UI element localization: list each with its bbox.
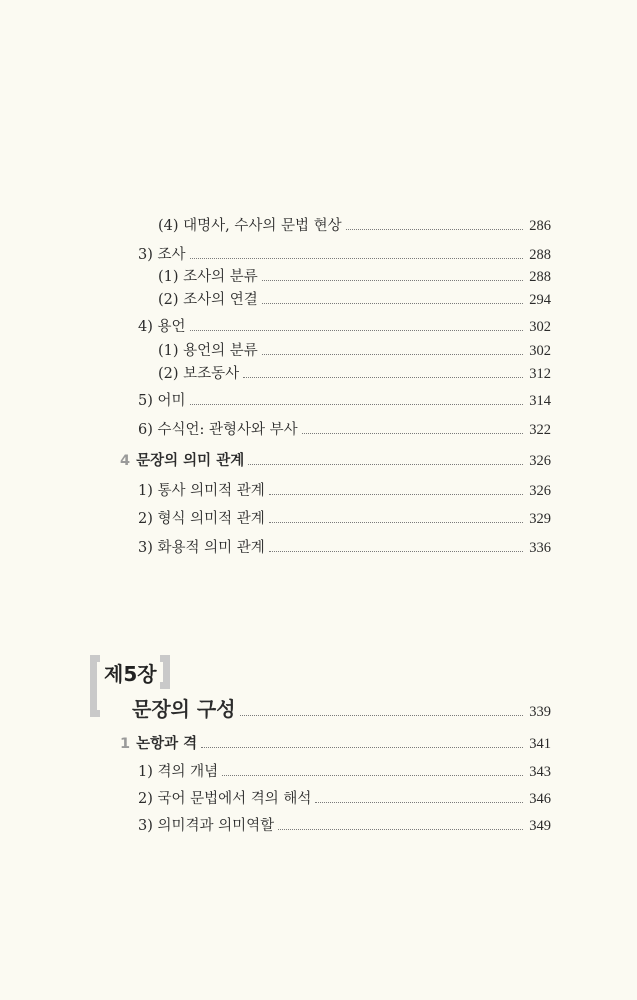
toc-entry-page: 326 (529, 453, 551, 469)
toc-entry-label: (1) 조사의 분류 (158, 269, 258, 285)
toc-entry-page: 294 (529, 292, 551, 308)
dot-leader (248, 464, 523, 465)
section-number: 4 (120, 453, 131, 469)
toc-entry-page: 302 (529, 319, 551, 335)
toc-entry-label: 2) 국어 문법에서 격의 해석 (138, 791, 312, 807)
toc-entry (138, 482, 551, 500)
toc-entry-page: 343 (529, 764, 551, 780)
toc-entry (158, 365, 551, 383)
bracket-left-decoration (90, 655, 100, 717)
toc-section-label (120, 735, 201, 753)
toc-entry-page: 326 (529, 483, 551, 499)
section-title: 문장의 의미 관계 (136, 453, 245, 469)
toc-entry-label: (2) 조사의 연결 (158, 292, 258, 308)
dot-leader (302, 433, 524, 434)
bracket-right-decoration (160, 655, 170, 689)
dot-leader (262, 280, 523, 281)
toc-section-heading (120, 735, 551, 753)
toc-entry-label: 3) 조사 (138, 247, 186, 263)
dot-leader (243, 377, 523, 378)
chapter-number: 제5장 (104, 662, 157, 686)
toc-entry (158, 342, 551, 360)
toc-entry-label: (1) 용언의 분류 (158, 343, 258, 359)
dot-leader (190, 404, 524, 405)
toc-entry (138, 763, 551, 781)
toc-entry (138, 421, 551, 439)
toc-entry-label: 6) 수식언: 관형사와 부사 (138, 422, 298, 438)
toc-section-heading (120, 452, 551, 470)
toc-entry-page: 302 (529, 343, 551, 359)
dot-leader (262, 354, 523, 355)
toc-entry-label: 4) 용언 (138, 319, 186, 335)
toc-entry-label: (2) 보조동사 (158, 366, 240, 382)
dot-leader (262, 303, 523, 304)
dot-leader (315, 802, 523, 803)
toc-entry-page: 312 (529, 366, 551, 382)
toc-section-label (120, 452, 248, 470)
toc-entry (138, 392, 551, 410)
dot-leader (190, 330, 524, 331)
section-number: 1 (120, 736, 131, 752)
section-title: 논항과 격 (136, 736, 198, 752)
chapter-title: 문장의 구성 (132, 697, 236, 721)
chapter-title-line (132, 697, 551, 724)
dot-leader (190, 258, 524, 259)
toc-entry-page: 288 (529, 269, 551, 285)
toc-entry (138, 318, 551, 336)
dot-leader (201, 747, 523, 748)
toc-entry (138, 817, 551, 835)
toc-entry-label: 1) 통사 의미적 관계 (138, 483, 265, 499)
toc-entry-label: 2) 형식 의미적 관계 (138, 511, 265, 527)
toc-entry (158, 217, 551, 235)
toc-entry (138, 539, 551, 557)
toc-entry-page: 329 (529, 511, 551, 527)
toc-entry-page: 339 (529, 704, 551, 720)
toc-entry-page: 346 (529, 791, 551, 807)
toc-entry-label: 5) 어미 (138, 393, 186, 409)
toc-entry-page: 322 (529, 422, 551, 438)
dot-leader (269, 522, 523, 523)
toc-entry-label: 1) 격의 개념 (138, 764, 219, 780)
toc-entry (138, 246, 551, 264)
toc-entry-page: 341 (529, 736, 551, 752)
toc-entry-page: 336 (529, 540, 551, 556)
dot-leader (346, 229, 524, 230)
toc-entry (158, 291, 551, 309)
toc-entry-page: 288 (529, 247, 551, 263)
toc-entry-page: 286 (529, 218, 551, 234)
toc-entry-label: 3) 의미격과 의미역할 (138, 818, 275, 834)
dot-leader (269, 551, 523, 552)
toc-entry-label: 3) 화용적 의미 관계 (138, 540, 265, 556)
toc-entry-label: (4) 대명사, 수사의 문법 현상 (158, 218, 342, 234)
dot-leader (222, 775, 523, 776)
toc-entry (138, 790, 551, 808)
dot-leader (240, 715, 524, 716)
toc-entry-page: 314 (529, 393, 551, 409)
toc-entry (158, 268, 551, 286)
dot-leader (278, 829, 523, 830)
toc-entry (138, 510, 551, 528)
toc-entry-page: 349 (529, 818, 551, 834)
dot-leader (269, 494, 523, 495)
